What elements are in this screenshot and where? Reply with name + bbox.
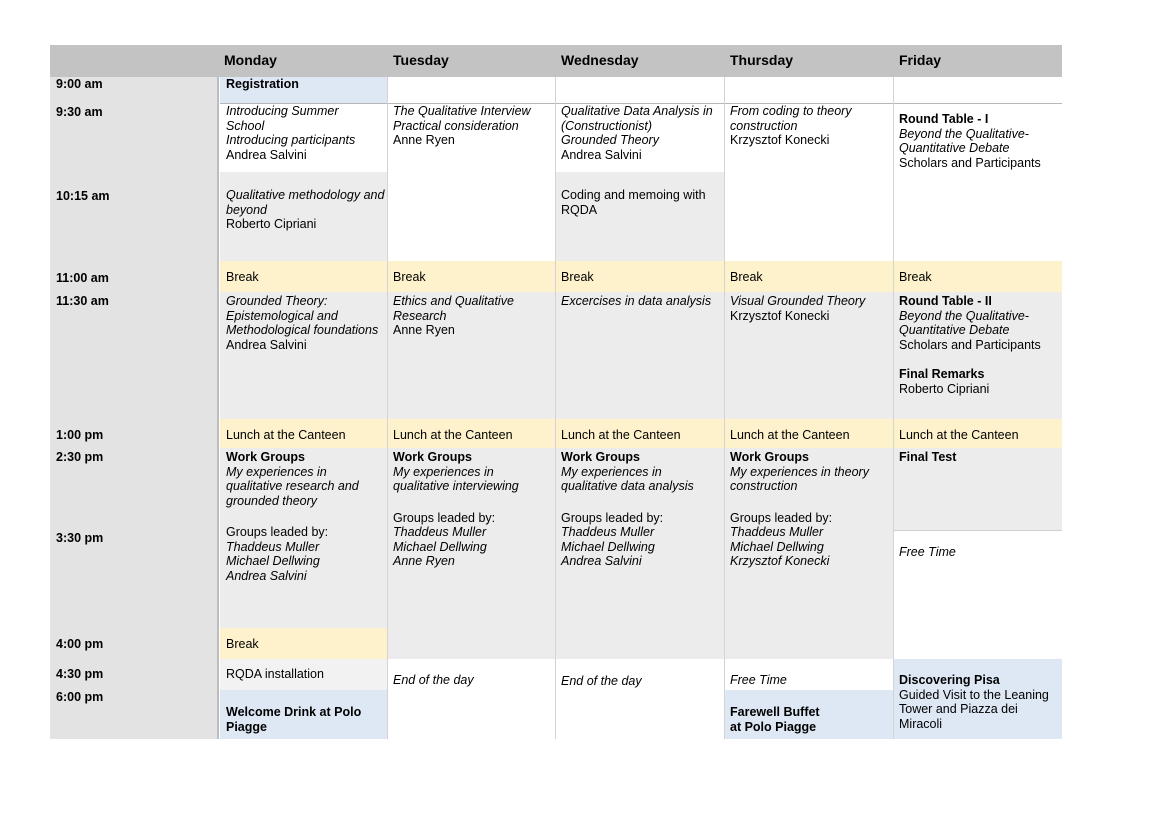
friday-final-test: Final Test bbox=[893, 448, 1062, 530]
session-line: qualitative research and bbox=[226, 479, 359, 493]
session-line: Quantitative Debate bbox=[899, 323, 1010, 337]
time-label: 3:30 pm bbox=[56, 531, 104, 545]
session-line: Ethics and Qualitative bbox=[393, 294, 514, 308]
friday-session-1130 bbox=[893, 292, 1062, 419]
session-line: Miracoli bbox=[899, 716, 943, 731]
thursday-9am-empty bbox=[724, 77, 893, 103]
session-line: Groups leaded by: bbox=[561, 510, 664, 525]
session-line: qualitative interviewing bbox=[393, 479, 519, 493]
friday-break-1100: Break bbox=[893, 261, 1062, 292]
session-line: Coding and memoing with bbox=[561, 188, 706, 202]
thursday-session-1130 bbox=[724, 292, 893, 419]
session-title: Work Groups bbox=[226, 450, 305, 464]
session-speaker: Andrea Salvini bbox=[226, 337, 307, 352]
monday-welcome-drink bbox=[220, 690, 387, 739]
tuesday-session-930 bbox=[387, 104, 555, 261]
session-title: Work Groups bbox=[561, 450, 640, 464]
monday-rqda-installation: RQDA installation bbox=[220, 659, 387, 690]
session-speaker: Roberto Cipriani bbox=[899, 381, 990, 396]
session-line: Piagge bbox=[226, 719, 267, 734]
monday-lunch: Lunch at the Canteen bbox=[220, 419, 387, 448]
session-speaker: Andrea Salvini bbox=[561, 147, 642, 162]
thursday-farewell-buffet bbox=[724, 690, 893, 739]
time-label: 2:30 pm bbox=[56, 450, 104, 464]
tuesday-lunch: Lunch at the Canteen bbox=[387, 419, 555, 448]
time-label: 11:00 am bbox=[56, 271, 109, 285]
session-title: Final Remarks bbox=[899, 367, 985, 381]
time-label: 10:15 am bbox=[56, 189, 110, 203]
thursday-session-930 bbox=[724, 104, 893, 261]
session-line: Groups leaded by: bbox=[226, 525, 329, 539]
session-line: Welcome Drink at Polo bbox=[226, 705, 362, 719]
session-line: My experiences in bbox=[561, 464, 662, 479]
monday-break-1600: Break bbox=[220, 628, 387, 659]
time-column-edge bbox=[217, 77, 219, 739]
schedule-table bbox=[50, 45, 1062, 739]
session-line: Grounded Theory bbox=[561, 133, 659, 147]
session-line: Visual Grounded Theory bbox=[730, 294, 866, 308]
session-speaker: Thaddeus Muller bbox=[730, 525, 824, 539]
header-day-thursday: Thursday bbox=[724, 45, 893, 77]
session-speaker: Thaddeus Muller bbox=[393, 525, 487, 539]
session-line: Grounded Theory: bbox=[226, 294, 328, 308]
session-line: Beyond the Qualitative- bbox=[899, 126, 1029, 141]
friday-9am-empty bbox=[893, 77, 1062, 103]
session-speaker: Michael Dellwing bbox=[393, 539, 487, 554]
header-day-wednesday: Wednesday bbox=[555, 45, 724, 77]
column-separator bbox=[893, 77, 894, 739]
session-speaker: Krzysztof Konecki bbox=[730, 133, 830, 147]
wednesday-work-groups bbox=[555, 448, 724, 659]
monday-session-930 bbox=[220, 104, 387, 172]
wednesday-session-930 bbox=[555, 104, 724, 172]
session-line: Practical consideration bbox=[393, 118, 519, 133]
session-line: My experiences in bbox=[226, 464, 327, 479]
friday-session-930 bbox=[893, 104, 1062, 261]
session-line: Introducing Summer bbox=[226, 104, 339, 118]
wednesday-break-1100: Break bbox=[555, 261, 724, 292]
wednesday-end-of-day: End of the day bbox=[555, 659, 724, 739]
time-label: 4:00 pm bbox=[56, 637, 104, 651]
session-line: Excercises in data analysis bbox=[561, 294, 712, 308]
monday-work-groups bbox=[220, 448, 387, 628]
session-title: Round Table - II bbox=[899, 294, 992, 308]
session-speaker: Andrea Salvini bbox=[226, 568, 307, 583]
session-line: School bbox=[226, 118, 265, 133]
session-title: Work Groups bbox=[730, 450, 809, 464]
session-speaker: Roberto Cipriani bbox=[226, 217, 317, 231]
session-line: Guided Visit to the Leaning bbox=[899, 687, 1049, 702]
tuesday-break-1100: Break bbox=[387, 261, 555, 292]
session-line: qualitative data analysis bbox=[561, 479, 694, 493]
session-speaker: Michael Dellwing bbox=[730, 539, 824, 554]
monday-registration: Registration bbox=[220, 77, 387, 103]
session-line: The Qualitative Interview bbox=[393, 104, 531, 118]
session-line: construction bbox=[730, 118, 798, 133]
wednesday-session-1015 bbox=[555, 172, 724, 261]
wednesday-session-1130 bbox=[555, 292, 724, 419]
session-line: Tower and Piazza dei bbox=[899, 702, 1018, 716]
session-line: Research bbox=[393, 308, 447, 323]
session-line: grounded theory bbox=[226, 493, 318, 508]
session-line: My experiences in bbox=[393, 464, 494, 479]
session-line: (Constructionist) bbox=[561, 118, 652, 133]
session-line: My experiences in theory bbox=[730, 464, 869, 479]
session-line: From coding to theory bbox=[730, 104, 852, 118]
session-speaker: Krzysztof Konecki bbox=[730, 554, 830, 568]
session-line: Beyond the Qualitative- bbox=[899, 308, 1029, 323]
session-speaker: Thaddeus Muller bbox=[226, 539, 320, 554]
session-line: construction bbox=[730, 479, 798, 493]
session-speaker: Andrea Salvini bbox=[226, 147, 307, 162]
time-label: 9:30 am bbox=[56, 105, 103, 119]
session-line: Introducing participants bbox=[226, 133, 356, 147]
session-title: Round Table - I bbox=[899, 112, 989, 126]
tuesday-work-groups bbox=[387, 448, 555, 659]
header-corner bbox=[50, 45, 218, 77]
time-label: 9:00 am bbox=[56, 77, 103, 91]
session-speaker: Michael Dellwing bbox=[226, 554, 320, 568]
time-label: 4:30 pm bbox=[56, 667, 104, 681]
tuesday-9am-empty bbox=[387, 77, 555, 103]
session-title: Work Groups bbox=[393, 450, 472, 464]
header-day-tuesday: Tuesday bbox=[387, 45, 555, 77]
session-speaker: Scholars and Participants bbox=[899, 155, 1041, 170]
time-label: 1:00 pm bbox=[56, 428, 104, 442]
session-title: Discovering Pisa bbox=[899, 673, 1000, 687]
session-line: at Polo Piagge bbox=[730, 719, 817, 734]
header-day-friday: Friday bbox=[893, 45, 1062, 77]
thursday-lunch: Lunch at the Canteen bbox=[724, 419, 893, 448]
monday-session-1130 bbox=[220, 292, 387, 419]
session-speaker: Anne Ryen bbox=[393, 554, 455, 568]
session-line: beyond bbox=[226, 202, 268, 217]
time-label: 11:30 am bbox=[56, 294, 109, 308]
friday-lunch: Lunch at the Canteen bbox=[893, 419, 1062, 448]
time-label: 6:00 pm bbox=[56, 690, 104, 704]
session-speaker: Thaddeus Muller bbox=[561, 525, 655, 539]
session-line: Qualitative methodology and bbox=[226, 188, 385, 202]
session-line: Groups leaded by: bbox=[730, 510, 833, 525]
session-line: Qualitative Data Analysis in bbox=[561, 104, 713, 118]
monday-session-1015 bbox=[220, 172, 387, 261]
thursday-break-1100: Break bbox=[724, 261, 893, 292]
friday-free-time: Free Time bbox=[893, 531, 1062, 659]
session-speaker: Andrea Salvini bbox=[561, 554, 642, 568]
thursday-free-time: Free Time bbox=[724, 659, 893, 690]
header-day-monday: Monday bbox=[218, 45, 387, 77]
session-speaker: Krzysztof Konecki bbox=[730, 308, 830, 323]
session-speaker: Anne Ryen bbox=[393, 133, 455, 147]
session-line: Methodological foundations bbox=[226, 323, 379, 337]
session-speaker: Scholars and Participants bbox=[899, 337, 1041, 352]
wednesday-lunch: Lunch at the Canteen bbox=[555, 419, 724, 448]
session-line: Epistemological and bbox=[226, 308, 338, 323]
session-speaker: Michael Dellwing bbox=[561, 539, 655, 554]
wednesday-9am-empty bbox=[555, 77, 724, 103]
tuesday-session-1130 bbox=[387, 292, 555, 419]
session-line: Farewell Buffet bbox=[730, 705, 820, 719]
column-separator bbox=[724, 77, 725, 739]
friday-discovering-pisa bbox=[893, 659, 1062, 739]
tuesday-end-of-day: End of the day bbox=[387, 659, 555, 739]
monday-break-1100: Break bbox=[220, 261, 387, 292]
thursday-work-groups bbox=[724, 448, 893, 659]
session-line: Groups leaded by: bbox=[393, 510, 496, 525]
session-line: RQDA bbox=[561, 202, 598, 217]
session-speaker: Anne Ryen bbox=[393, 323, 455, 337]
session-line: Quantitative Debate bbox=[899, 141, 1010, 155]
column-separator bbox=[387, 77, 388, 739]
column-separator bbox=[555, 77, 556, 739]
